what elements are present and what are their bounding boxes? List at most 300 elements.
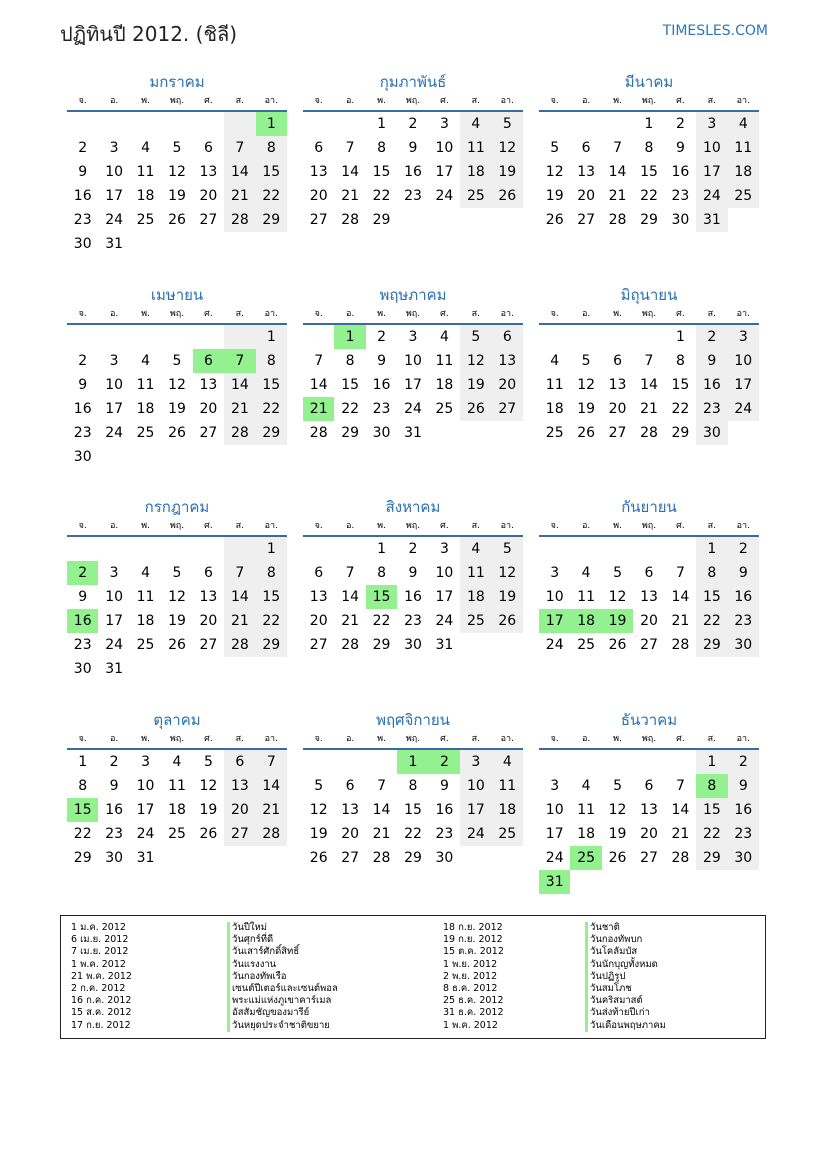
day-cell: 4	[581, 778, 591, 794]
day-cell: 28	[256, 822, 287, 846]
empty-day	[161, 445, 192, 469]
day-cell: 24	[105, 425, 124, 441]
day-cell: 30	[671, 212, 690, 228]
day-cell: 15	[372, 164, 391, 180]
day-cell: 27	[640, 637, 658, 653]
weekday-label: พฤ.	[161, 94, 192, 112]
weekday-label: พ.	[130, 732, 161, 750]
weekday-label: พ.	[366, 732, 397, 750]
empty-day	[130, 232, 161, 256]
day-cell: 5	[613, 565, 623, 581]
empty-day	[728, 870, 759, 894]
week-row	[67, 232, 287, 256]
day-cell: 27	[224, 822, 255, 846]
empty-day	[224, 112, 255, 136]
weekday-label: อา.	[728, 519, 759, 537]
legend-left-dates	[71, 922, 132, 1032]
day-cell: 5	[172, 140, 182, 156]
weekday-label: ศ.	[429, 94, 460, 112]
day-cell: 3	[728, 325, 759, 349]
day-cell: 12	[168, 589, 186, 605]
empty-day	[570, 870, 601, 894]
day-cell: 17	[105, 188, 124, 204]
day-cell: 16	[73, 188, 92, 204]
day-cell: 14	[224, 160, 255, 184]
site-link[interactable]: TIMESLES.COM	[662, 23, 768, 39]
holiday-date: 21 พ.ค. 2012	[71, 970, 132, 982]
month-calendar	[303, 495, 523, 657]
weekday-label: อ.	[98, 94, 129, 112]
day-cell: 29	[372, 637, 391, 653]
weekday-label: พฤ.	[633, 307, 664, 325]
month-calendar	[67, 708, 287, 870]
empty-day	[334, 750, 365, 774]
day-cell: 23	[73, 425, 92, 441]
week-row	[67, 537, 287, 561]
page-title: ปฏิทินปี 2012. (ชิลี)	[60, 22, 238, 46]
weekday-label: อา.	[728, 307, 759, 325]
day-cell: 18	[136, 188, 155, 204]
week-row	[67, 421, 287, 445]
day-cell: 22	[341, 401, 360, 417]
day-cell: 29	[696, 846, 727, 870]
day-cell: 26	[545, 212, 564, 228]
day-cell: 24	[105, 637, 124, 653]
day-cell: 25	[136, 425, 155, 441]
week-row	[303, 822, 523, 846]
day-cell: 30	[73, 661, 92, 677]
week-row	[303, 846, 523, 870]
day-cell: 29	[372, 212, 391, 228]
empty-day	[256, 657, 287, 681]
day-cell: 14	[671, 589, 690, 605]
day-cell: 11	[577, 589, 596, 605]
empty-day	[224, 657, 255, 681]
day-cell: 14	[608, 164, 627, 180]
day-cell: 22	[404, 826, 422, 842]
weekday-label: พ.	[130, 94, 161, 112]
empty-day	[161, 537, 192, 561]
day-cell: 1	[696, 750, 727, 774]
empty-day	[67, 325, 98, 349]
day-cell: 2	[67, 561, 98, 585]
day-cell: 7	[675, 778, 685, 794]
day-cell: 17	[435, 589, 454, 605]
empty-day	[224, 232, 255, 256]
day-cell: 9	[728, 561, 759, 585]
holiday-name: วันปฏิรูป	[585, 971, 666, 983]
empty-day	[98, 112, 129, 136]
weekday-label: พฤ.	[397, 307, 428, 325]
day-cell: 30	[372, 425, 391, 441]
day-cell: 14	[341, 164, 360, 180]
weekday-label: ศ.	[429, 732, 460, 750]
empty-day	[602, 112, 633, 136]
day-cell: 23	[105, 826, 124, 842]
day-cell: 13	[492, 349, 523, 373]
day-cell: 22	[696, 822, 727, 846]
empty-day	[366, 750, 397, 774]
day-cell: 29	[256, 421, 287, 445]
day-cell: 3	[109, 353, 119, 369]
week-row	[67, 609, 287, 633]
day-cell: 27	[199, 425, 218, 441]
empty-day	[602, 870, 633, 894]
weekday-label: จ.	[539, 94, 570, 112]
day-cell: 9	[78, 377, 88, 393]
day-cell: 8	[696, 774, 727, 798]
day-cell: 13	[640, 589, 658, 605]
day-cell: 22	[256, 397, 287, 421]
day-cell: 28	[608, 212, 627, 228]
day-cell: 12	[199, 778, 218, 794]
day-cell: 3	[439, 541, 449, 557]
weekday-label: ศ.	[193, 307, 224, 325]
day-cell: 11	[460, 136, 491, 160]
weekday-label: พฤ.	[397, 519, 428, 537]
day-cell: 20	[492, 373, 523, 397]
day-cell: 16	[435, 802, 454, 818]
day-cell: 3	[141, 754, 151, 770]
day-cell: 19	[168, 401, 186, 417]
weekday-label: อ.	[98, 519, 129, 537]
day-cell: 7	[256, 750, 287, 774]
weekday-header	[539, 94, 759, 112]
week-row	[67, 445, 287, 469]
day-cell: 29	[671, 425, 690, 441]
weekday-label: จ.	[303, 307, 334, 325]
day-cell: 1	[397, 750, 428, 774]
day-cell: 19	[492, 160, 523, 184]
week-row	[539, 822, 759, 846]
day-cell: 5	[172, 565, 182, 581]
day-cell: 18	[460, 585, 491, 609]
empty-day	[728, 208, 759, 232]
day-cell: 12	[577, 377, 596, 393]
day-cell: 11	[460, 561, 491, 585]
day-cell: 23	[404, 188, 422, 204]
day-cell: 2	[728, 750, 759, 774]
legend-right-dates	[443, 922, 504, 1032]
week-row	[539, 373, 759, 397]
week-row	[303, 774, 523, 798]
holiday-legend	[60, 915, 766, 1039]
day-cell: 17	[460, 798, 491, 822]
day-cell: 7	[224, 349, 255, 373]
weekday-label: อา.	[492, 732, 523, 750]
weekday-label: ศ.	[665, 732, 696, 750]
day-cell: 11	[136, 164, 155, 180]
empty-day	[130, 112, 161, 136]
empty-day	[633, 750, 664, 774]
week-row	[539, 846, 759, 870]
day-cell: 21	[303, 397, 334, 421]
day-cell: 26	[608, 637, 627, 653]
weekday-header	[539, 519, 759, 537]
empty-day	[492, 633, 523, 657]
weekday-header	[303, 519, 523, 537]
day-cell: 3	[550, 565, 560, 581]
day-cell: 16	[671, 164, 690, 180]
day-cell: 12	[168, 377, 186, 393]
day-cell: 10	[728, 349, 759, 373]
day-cell: 13	[224, 774, 255, 798]
day-cell: 19	[608, 826, 627, 842]
weekday-label: อา.	[256, 732, 287, 750]
day-cell: 15	[671, 377, 690, 393]
week-row	[303, 208, 523, 232]
week-row	[67, 657, 287, 681]
month-calendar	[67, 70, 287, 256]
day-cell: 26	[168, 212, 186, 228]
day-cell: 18	[136, 401, 155, 417]
weekday-label: พฤ.	[397, 732, 428, 750]
day-cell: 1	[675, 329, 685, 345]
day-cell: 26	[492, 184, 523, 208]
empty-day	[334, 112, 365, 136]
day-cell: 12	[608, 589, 627, 605]
empty-day	[130, 325, 161, 349]
day-cell: 25	[728, 184, 759, 208]
weekday-label: อา.	[492, 94, 523, 112]
day-cell: 9	[696, 349, 727, 373]
holiday-date: 1 พ.ย. 2012	[443, 958, 498, 970]
holiday-date: 17 ก.ย. 2012	[71, 1019, 131, 1031]
day-cell: 20	[199, 613, 218, 629]
day-cell: 26	[168, 425, 186, 441]
day-cell: 30	[105, 850, 124, 866]
day-cell: 3	[696, 112, 727, 136]
day-cell: 24	[435, 613, 454, 629]
day-cell: 24	[460, 822, 491, 846]
day-cell: 16	[728, 798, 759, 822]
empty-day	[570, 537, 601, 561]
weekday-header	[67, 519, 287, 537]
day-cell: 8	[256, 136, 287, 160]
holiday-name: วันโคลัมบัส	[585, 946, 666, 958]
day-cell: 17	[136, 802, 155, 818]
weekday-header	[67, 307, 287, 325]
empty-day	[193, 232, 224, 256]
empty-day	[193, 325, 224, 349]
week-row	[67, 373, 287, 397]
day-cell: 5	[314, 778, 324, 794]
empty-day	[303, 112, 334, 136]
week-row	[539, 870, 759, 894]
week-row	[539, 561, 759, 585]
week-row	[539, 798, 759, 822]
day-cell: 22	[256, 609, 287, 633]
day-cell: 29	[73, 850, 92, 866]
day-cell: 5	[492, 112, 523, 136]
weekday-label: อ.	[98, 307, 129, 325]
weekday-label: จ.	[67, 94, 98, 112]
day-cell: 29	[256, 633, 287, 657]
day-cell: 11	[136, 377, 155, 393]
day-cell: 11	[435, 353, 454, 369]
week-row	[539, 537, 759, 561]
day-cell: 10	[136, 778, 155, 794]
day-cell: 6	[345, 778, 355, 794]
empty-day	[633, 325, 664, 349]
day-cell: 2	[728, 537, 759, 561]
day-cell: 16	[73, 401, 92, 417]
empty-day	[256, 232, 287, 256]
holiday-name: วันแรงงาน	[227, 959, 338, 971]
day-cell: 19	[460, 373, 491, 397]
day-cell: 14	[372, 802, 391, 818]
empty-day	[460, 421, 491, 445]
day-cell: 20	[199, 188, 218, 204]
weekday-label: จ.	[303, 519, 334, 537]
week-row	[539, 136, 759, 160]
empty-day	[256, 846, 287, 870]
day-cell: 25	[577, 637, 596, 653]
day-cell: 25	[570, 846, 601, 870]
day-cell: 10	[696, 136, 727, 160]
empty-day	[570, 325, 601, 349]
month-title: กันยายน	[621, 498, 677, 516]
day-cell: 7	[314, 353, 324, 369]
day-cell: 4	[550, 353, 560, 369]
day-cell: 26	[608, 850, 627, 866]
day-cell: 5	[460, 325, 491, 349]
holiday-date: 19 ก.ย. 2012	[443, 934, 503, 946]
empty-day	[130, 657, 161, 681]
day-cell: 20	[199, 401, 218, 417]
day-cell: 14	[224, 585, 255, 609]
weekday-label: จ.	[67, 732, 98, 750]
week-row	[539, 774, 759, 798]
weekday-label: จ.	[67, 307, 98, 325]
empty-day	[602, 750, 633, 774]
day-cell: 2	[696, 325, 727, 349]
day-cell: 9	[109, 778, 119, 794]
day-cell: 23	[404, 613, 422, 629]
day-cell: 10	[460, 774, 491, 798]
day-cell: 8	[256, 349, 287, 373]
day-cell: 2	[78, 353, 88, 369]
day-cell: 31	[136, 850, 155, 866]
holiday-date: 7 เม.ย. 2012	[71, 946, 129, 958]
holiday-name: วันกองทัพเรือ	[227, 971, 338, 983]
empty-day	[696, 870, 727, 894]
day-cell: 20	[640, 826, 658, 842]
weekday-label: ศ.	[193, 732, 224, 750]
holiday-name: วันเสาร์ศักดิ์สิทธิ์	[227, 946, 338, 958]
weekday-label: ศ.	[193, 519, 224, 537]
day-cell: 7	[345, 140, 355, 156]
weekday-label: พฤ.	[161, 519, 192, 537]
empty-day	[728, 421, 759, 445]
week-row	[539, 208, 759, 232]
day-cell: 30	[404, 637, 422, 653]
holiday-date: 1 พ.ค. 2012	[71, 958, 126, 970]
week-row	[539, 633, 759, 657]
day-cell: 27	[608, 425, 627, 441]
empty-day	[256, 445, 287, 469]
day-cell: 2	[78, 140, 88, 156]
weekday-label: อา.	[728, 732, 759, 750]
day-cell: 9	[377, 353, 387, 369]
weekday-label: ส.	[696, 519, 727, 537]
day-cell: 1	[256, 112, 287, 136]
weekday-label: พ.	[130, 519, 161, 537]
weekday-header	[67, 94, 287, 112]
week-row	[67, 397, 287, 421]
day-cell: 16	[696, 373, 727, 397]
day-cell: 23	[73, 212, 92, 228]
day-cell: 13	[309, 589, 328, 605]
day-cell: 8	[345, 353, 355, 369]
day-cell: 6	[492, 325, 523, 349]
empty-day	[193, 846, 224, 870]
day-cell: 28	[640, 425, 658, 441]
day-cell: 30	[728, 633, 759, 657]
day-cell: 27	[577, 212, 596, 228]
month-calendar	[303, 708, 523, 870]
month-title: กุมภาพันธ์	[379, 73, 447, 91]
holiday-date: 1 พ.ค. 2012	[443, 1019, 498, 1031]
weekday-label: พฤ.	[633, 94, 664, 112]
week-row	[67, 846, 287, 870]
day-cell: 14	[341, 589, 360, 605]
day-cell: 7	[224, 136, 255, 160]
day-cell: 24	[435, 188, 454, 204]
day-cell: 21	[671, 826, 690, 842]
day-cell: 25	[168, 826, 186, 842]
day-cell: 22	[73, 826, 92, 842]
day-cell: 29	[640, 212, 658, 228]
weekday-label: อ.	[334, 94, 365, 112]
day-cell: 4	[439, 329, 449, 345]
week-row	[303, 136, 523, 160]
weekday-label: จ.	[539, 519, 570, 537]
day-cell: 16	[105, 802, 124, 818]
day-cell: 21	[224, 184, 255, 208]
day-cell: 28	[224, 421, 255, 445]
week-row	[539, 750, 759, 774]
day-cell: 12	[608, 802, 627, 818]
day-cell: 10	[105, 589, 124, 605]
day-cell: 21	[341, 188, 360, 204]
day-cell: 1	[256, 537, 287, 561]
weekday-label: ส.	[460, 307, 491, 325]
day-cell: 28	[372, 850, 391, 866]
empty-day	[161, 232, 192, 256]
week-row	[67, 561, 287, 585]
empty-day	[67, 112, 98, 136]
month-title: เมษายน	[150, 286, 204, 304]
holiday-date: 18 ก.ย. 2012	[443, 922, 503, 933]
day-cell: 9	[439, 778, 449, 794]
weekday-label: อา.	[492, 307, 523, 325]
empty-day	[665, 870, 696, 894]
day-cell: 25	[136, 637, 155, 653]
day-cell: 7	[675, 565, 685, 581]
day-cell: 21	[224, 609, 255, 633]
day-cell: 27	[199, 637, 218, 653]
day-cell: 10	[545, 802, 564, 818]
day-cell: 3	[550, 778, 560, 794]
empty-day	[161, 112, 192, 136]
day-cell: 5	[492, 537, 523, 561]
day-cell: 6	[644, 565, 654, 581]
weekday-label: พ.	[366, 94, 397, 112]
weekday-label: พ.	[130, 307, 161, 325]
day-cell: 9	[728, 774, 759, 798]
day-cell: 28	[224, 633, 255, 657]
